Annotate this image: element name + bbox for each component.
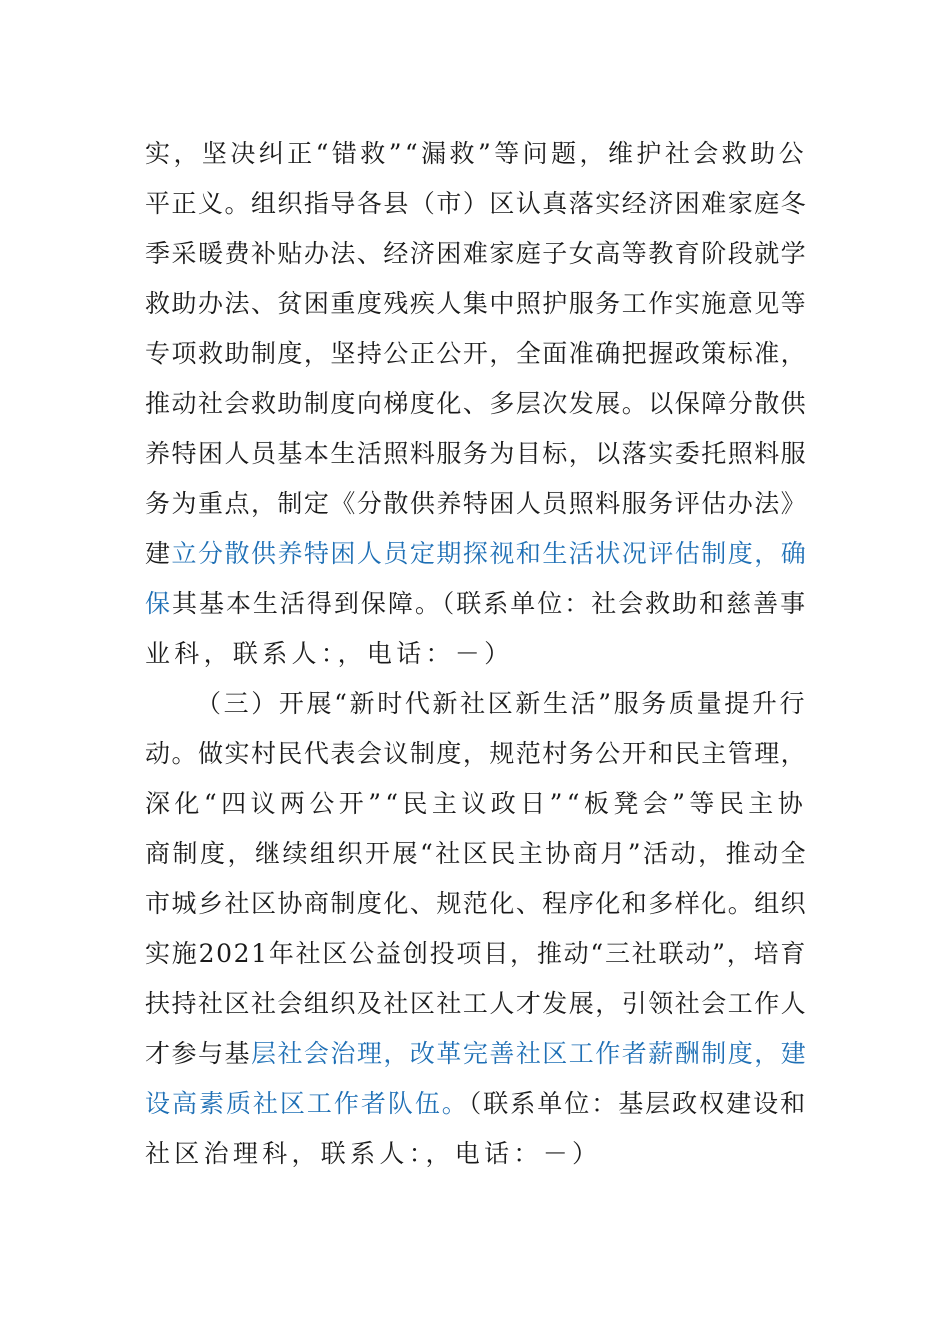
text-segment: 其基本生活得到保障。（联系单位：社会救助和慈善事 bbox=[171, 589, 807, 618]
text-line bbox=[145, 787, 807, 821]
text-line bbox=[145, 987, 807, 1021]
text-line bbox=[145, 537, 807, 571]
text-segment: 实，坚决纠正“错救”“漏救”等问题，维护社会救助公 bbox=[145, 139, 807, 168]
text-segment: 才参与基 bbox=[145, 1039, 251, 1068]
section-heading-line bbox=[196, 687, 807, 721]
text-segment: 深化“四议两公开”“民主议政日”“板凳会”等民主协 bbox=[145, 789, 807, 818]
text-line bbox=[145, 337, 807, 371]
text-segment: 实施2021年社区公益创投项目，推动“三社联动”，培育 bbox=[145, 939, 807, 968]
text-line bbox=[145, 287, 807, 321]
text-line bbox=[145, 737, 807, 771]
text-segment: 推动社会救助制度向梯度化、多层次发展。以保障分散供 bbox=[145, 389, 807, 418]
highlighted-text-segment: 设高素质社区工作者队伍。 bbox=[145, 1089, 469, 1118]
text-segment: 市城乡社区协商制度化、规范化、程序化和多样化。组织 bbox=[145, 889, 807, 918]
text-line bbox=[145, 587, 807, 621]
text-line bbox=[145, 387, 807, 421]
text-line bbox=[145, 887, 807, 921]
text-segment: 建 bbox=[145, 539, 172, 568]
text-segment: （联系单位：基层政权建设和 bbox=[468, 1089, 807, 1118]
text-segment: 养特困人员基本生活照料服务为目标，以落实委托照料服 bbox=[145, 439, 807, 468]
text-segment: 动。做实村民代表会议制度，规范村务公开和民主管理， bbox=[145, 739, 807, 768]
text-segment: 社区治理科，联系人：，电话：－） bbox=[145, 1139, 602, 1168]
text-line bbox=[145, 837, 807, 871]
text-line bbox=[145, 437, 807, 471]
text-line bbox=[145, 937, 807, 971]
text-segment: 平正义。组织指导各县（市）区认真落实经济困难家庭冬 bbox=[145, 189, 807, 218]
text-segment: 扶持社区社会组织及社区社工人才发展，引领社会工作人 bbox=[145, 989, 807, 1018]
text-segment: 季采暖费补贴办法、经济困难家庭子女高等教育阶段就学 bbox=[145, 239, 807, 268]
highlighted-text-segment: 层社会治理，改革完善社区工作者薪酬制度，建 bbox=[250, 1039, 807, 1068]
text-segment: 专项救助制度，坚持公正公开，全面准确把握政策标准， bbox=[145, 339, 807, 368]
text-segment: 商制度，继续组织开展“社区民主协商月”活动，推动全 bbox=[145, 839, 809, 868]
text-line bbox=[145, 1137, 807, 1171]
text-segment: 业科，联系人：，电话：－） bbox=[145, 639, 514, 668]
highlighted-text-segment: 保 bbox=[145, 589, 172, 618]
text-segment: （三）开展“新时代新社区新生活”服务质量提升行 bbox=[196, 689, 807, 718]
text-line bbox=[145, 1087, 807, 1121]
highlighted-text-segment: 立分散供养特困人员定期探视和生活状况评估制度，确 bbox=[171, 539, 807, 568]
text-line bbox=[145, 487, 807, 521]
text-line bbox=[145, 1037, 807, 1071]
text-line bbox=[145, 637, 807, 671]
text-segment: 务为重点，制定《分散供养特困人员照料服务评估办法》 bbox=[145, 489, 807, 518]
text-line bbox=[145, 137, 807, 171]
text-segment: 救助办法、贫困重度残疾人集中照护服务工作实施意见等 bbox=[145, 289, 807, 318]
text-line bbox=[145, 187, 807, 221]
text-line bbox=[145, 237, 807, 271]
